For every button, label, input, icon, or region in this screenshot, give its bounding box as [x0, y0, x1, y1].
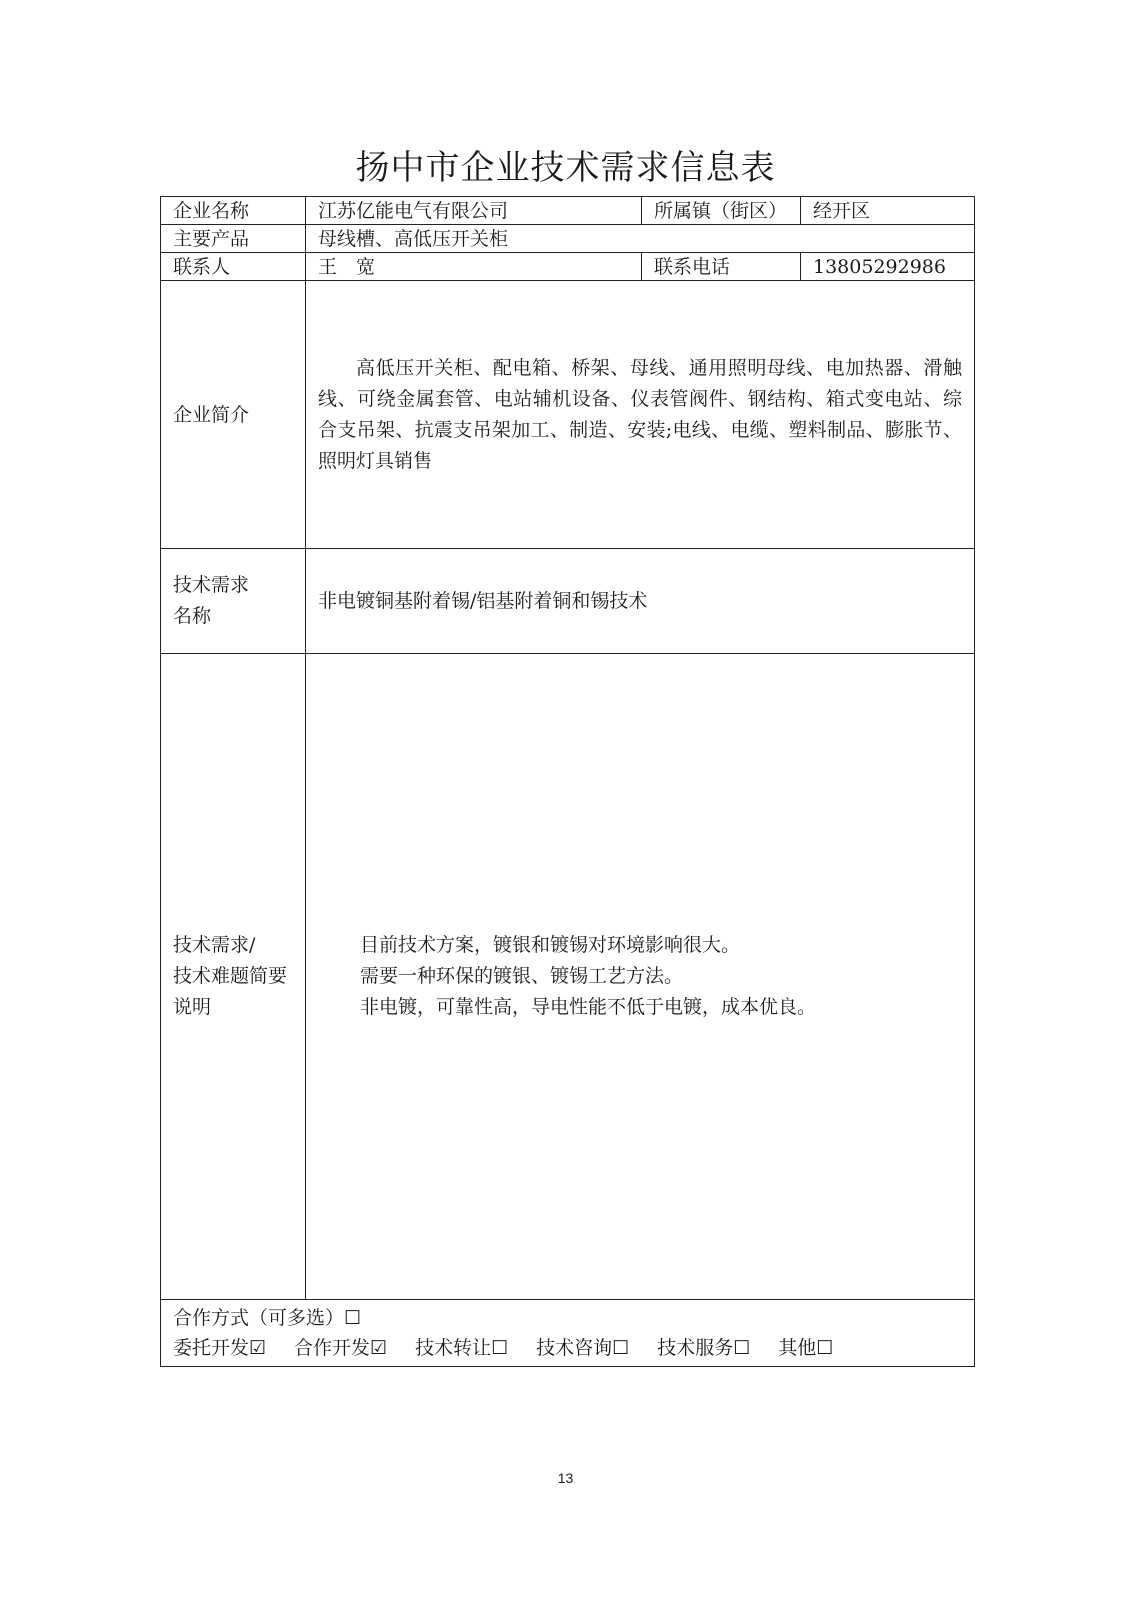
need-name-label-line2: 名称: [173, 605, 212, 627]
option-joint-development[interactable]: 合作开发☑: [294, 1336, 388, 1359]
company-name-label: 企业名称: [161, 197, 306, 225]
company-intro-cell: [306, 281, 975, 549]
need-name-label-line1: 技术需求: [173, 574, 250, 596]
description-label: [161, 654, 306, 1300]
option-tech-consulting[interactable]: 技术咨询☐: [536, 1336, 630, 1359]
option-tech-transfer[interactable]: 技术转让☐: [415, 1336, 509, 1359]
tech-demand-form: [160, 196, 975, 1367]
district-label: 所属镇（街区）: [642, 197, 801, 225]
description-row: [161, 654, 975, 1300]
products-row: [161, 225, 975, 253]
need-name-row: [161, 549, 975, 654]
contact-phone-label: 联系电话: [642, 253, 801, 281]
cooperation-row: [161, 1300, 975, 1367]
description-text: [318, 930, 962, 1023]
description-line: 需要一种环保的镀银、镀锡工艺方法。: [360, 965, 684, 987]
option-commissioned-development[interactable]: 委托开发☑: [173, 1336, 267, 1359]
description-cell: [306, 654, 975, 1300]
option-tech-service[interactable]: 技术服务☐: [657, 1336, 751, 1359]
main-products-label: 主要产品: [161, 225, 306, 253]
main-products-value: 母线槽、高低压开关柜: [306, 225, 975, 253]
district-value: 经开区: [801, 197, 975, 225]
company-row: [161, 197, 975, 225]
contact-person-label: 联系人: [161, 253, 306, 281]
description-label-line3: 说明: [173, 996, 212, 1018]
form-title: 扬中市企业技术需求信息表: [355, 148, 776, 188]
intro-row: [161, 281, 975, 549]
contact-person-value: 王 宽: [306, 253, 642, 281]
company-intro-label: 企业简介: [161, 281, 306, 549]
description-line: 目前技术方案，镀银和镀锡对环境影响很大。: [360, 934, 741, 956]
need-name-label: [161, 549, 306, 654]
company-name-value: 江苏亿能电气有限公司: [306, 197, 642, 225]
description-label-line2: 技术难题简要: [173, 965, 288, 987]
contact-row: [161, 253, 975, 281]
cooperation-cell: [161, 1300, 975, 1367]
option-other[interactable]: 其他☐: [778, 1336, 834, 1359]
description-line: 非电镀，可靠性高，导电性能不低于电镀，成本优良。: [360, 996, 817, 1018]
contact-phone-value: 13805292986: [801, 253, 975, 281]
cooperation-options: [173, 1333, 962, 1364]
cooperation-label: 合作方式（可多选）☐: [173, 1306, 362, 1329]
company-intro-text: 高低压开关柜、配电箱、桥架、母线、通用照明母线、电加热器、滑触线、可绕金属套管、电站辅机设备、仪表管阀件、钢结构、箱式变电站、综合支吊架、抗震支吊架加工、制造、安装;电线、电缆、塑料制品、膨胀节、照明灯具销售: [318, 356, 962, 472]
need-name-value: 非电镀铜基附着锡/铝基附着铜和锡技术: [306, 549, 975, 654]
page-number: 13: [557, 1470, 574, 1486]
description-label-line1: 技术需求/: [173, 934, 256, 956]
